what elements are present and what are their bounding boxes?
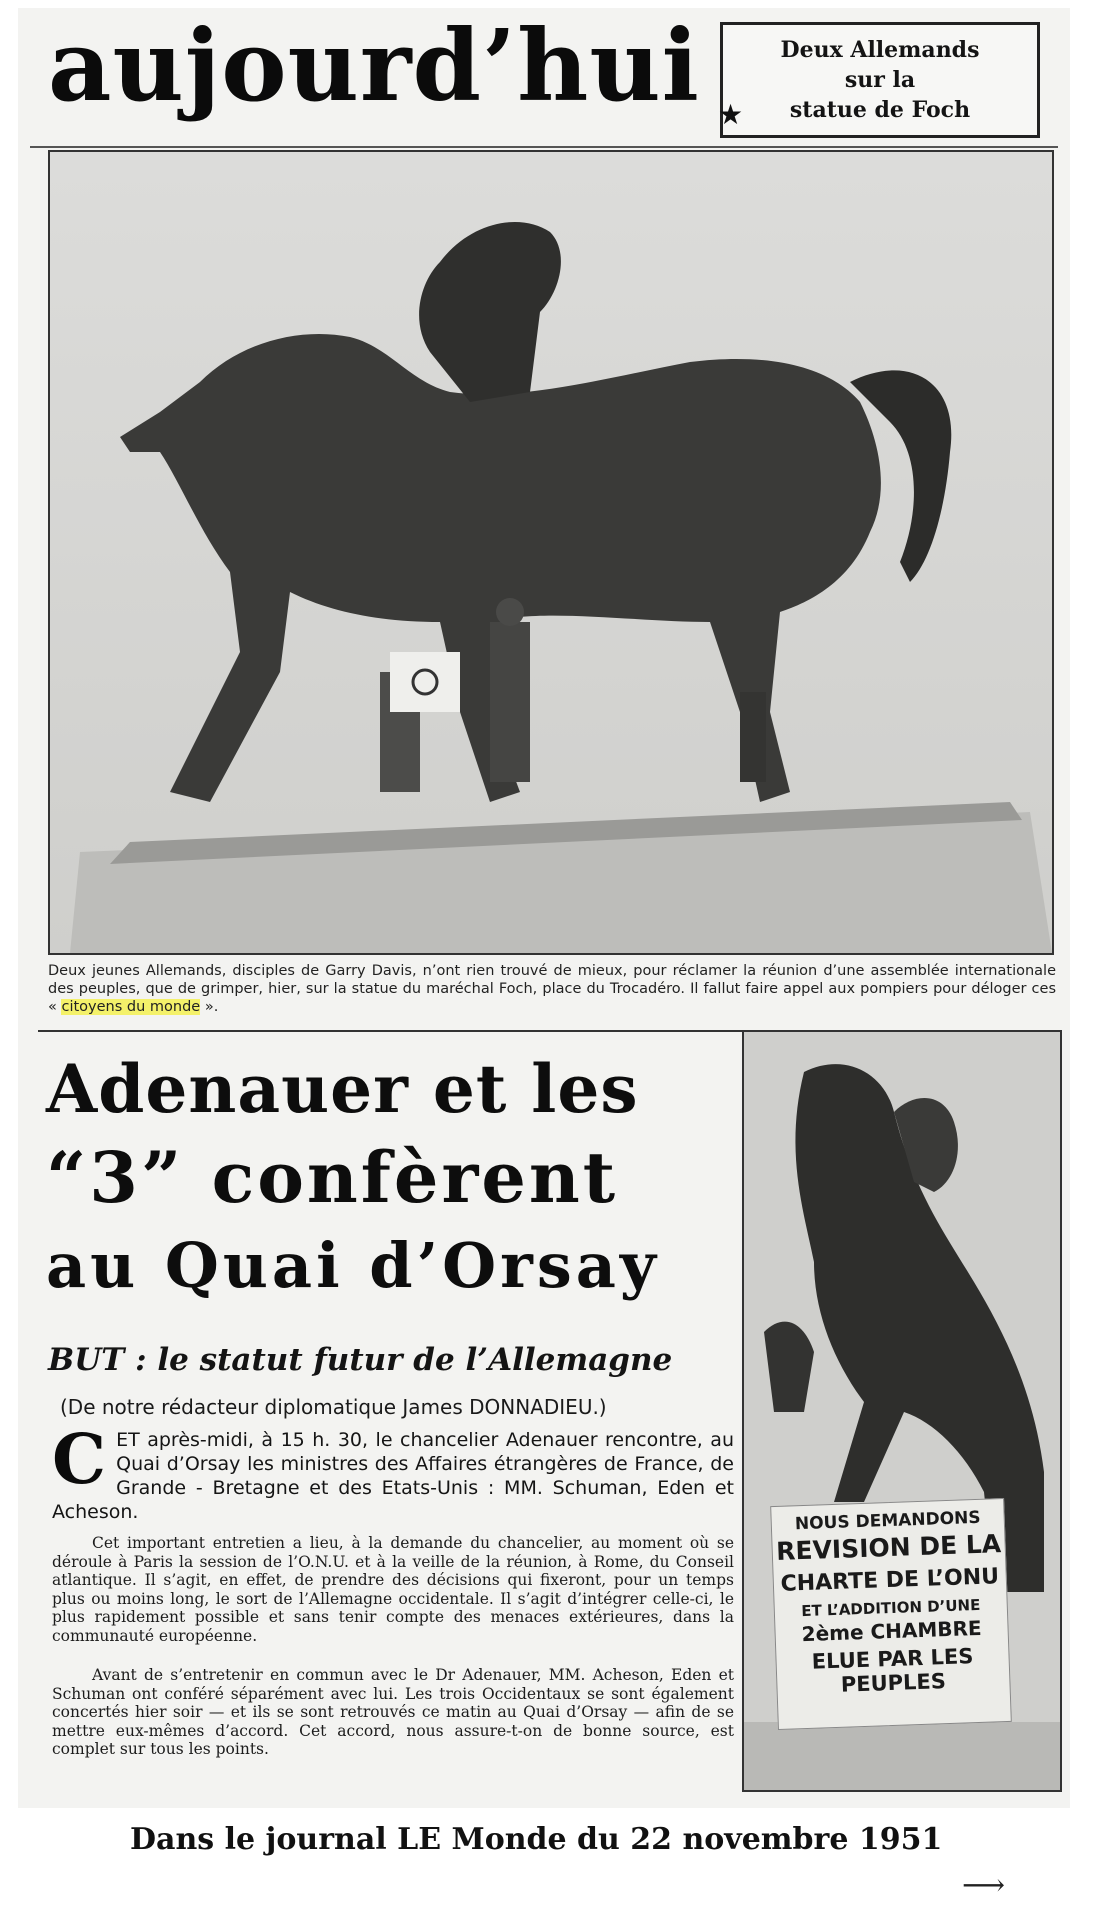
photo-caption bbox=[48, 962, 1056, 1016]
source-footer: Dans le journal LE Monde du 22 novembre 1951 bbox=[130, 1822, 943, 1857]
sign-line-2: REVISION DE LA bbox=[775, 1529, 1002, 1566]
drop-cap: C bbox=[52, 1420, 107, 1500]
boxed-headline-line-2: sur la bbox=[844, 67, 916, 93]
frame-rule bbox=[30, 146, 1058, 148]
article-paragraph-2: Avant de s’entretenir en commun avec le Dr Adenauer, MM. Acheson, Eden et Schuman ont conféré séparément avec lui. Les trois Occidentaux se sont également concertés hier soir — et ils se sont retrouvés ce matin au Quai d’Orsay — afin de se mettre eux-mêmes d’accord. Cet accord, nous assure-t-on de bonne source, est complet sur tous les points. bbox=[52, 1666, 734, 1758]
article-headline bbox=[46, 1046, 736, 1308]
statue-photo bbox=[48, 150, 1054, 955]
equestrian-statue-illustration bbox=[50, 152, 1052, 953]
sign-line-1: NOUS DEMANDONS bbox=[794, 1507, 981, 1535]
masthead-title: aujourd’hui bbox=[48, 9, 700, 124]
headline-line-2: “3” confèrent bbox=[46, 1136, 619, 1219]
sign-line-3: CHARTE DE L’ONU bbox=[780, 1564, 1000, 1597]
article-lead bbox=[52, 1420, 734, 1524]
sign-line-6: ELUE PAR LES PEUPLES bbox=[811, 1644, 974, 1697]
caption-text-start: Deux jeunes Allemands, disciples de Garry Davis, n’ont rien trouvé de mieux, pour réclamer la réunion d’une assemblée internationale des peuples, que de grimper, hier, sur la statue du maréchal Foch, place du Trocadéro. Il fallut faire appel aux pompiers pour déloger ces « bbox=[48, 963, 1056, 1015]
headline-line-1: Adenauer et les bbox=[46, 1050, 639, 1128]
boxed-headline-line-1: Deux Allemands bbox=[780, 37, 980, 63]
sign-line-5: 2ème CHAMBRE bbox=[801, 1615, 982, 1647]
caption-text-end: ». bbox=[200, 999, 219, 1015]
protest-sign bbox=[770, 1498, 1012, 1730]
article-subhead: BUT : le statut futur de l’Allemagne bbox=[48, 1342, 673, 1378]
boxed-headline bbox=[720, 22, 1040, 138]
caption-highlight: citoyens du monde bbox=[61, 999, 201, 1015]
statue-sign-photo bbox=[742, 1030, 1062, 1792]
lead-text: ET après-midi, à 15 h. 30, le chancelier Adenauer rencontre, au Quai d’Orsay les ministres des Affaires étrangères de France, de Grande - Bretagne et des Etats-Unis : MM. Schuman, Eden et Acheson. bbox=[52, 1429, 734, 1523]
boxed-headline-line-3: statue de Foch bbox=[789, 97, 971, 123]
arrow-right-icon: ⟶ bbox=[962, 1868, 1006, 1903]
article-paragraph-1: Cet important entretien a lieu, à la demande du chancelier, au moment où se déroule à Paris la session de l’O.N.U. et à la veille de la réunion, à Rome, du Conseil atlantique. Il s’agit, en effet, de prendre des décisions qui fixeront, pour un temps plus ou moins long, le sort de l’Allemagne occidentale. Il s’agit d’intégrer celle-ci, le plus rapidement possible et sans tenir compte des menaces extérieures, dans la communauté européenne. bbox=[52, 1534, 734, 1645]
sign-line-4: ET L’ADDITION D’UNE bbox=[800, 1595, 981, 1621]
headline-line-3: au Quai d’Orsay bbox=[46, 1229, 660, 1302]
article-byline: (De notre rédacteur diplomatique James DONNADIEU.) bbox=[60, 1395, 607, 1419]
star-icon: ★ bbox=[718, 98, 744, 131]
